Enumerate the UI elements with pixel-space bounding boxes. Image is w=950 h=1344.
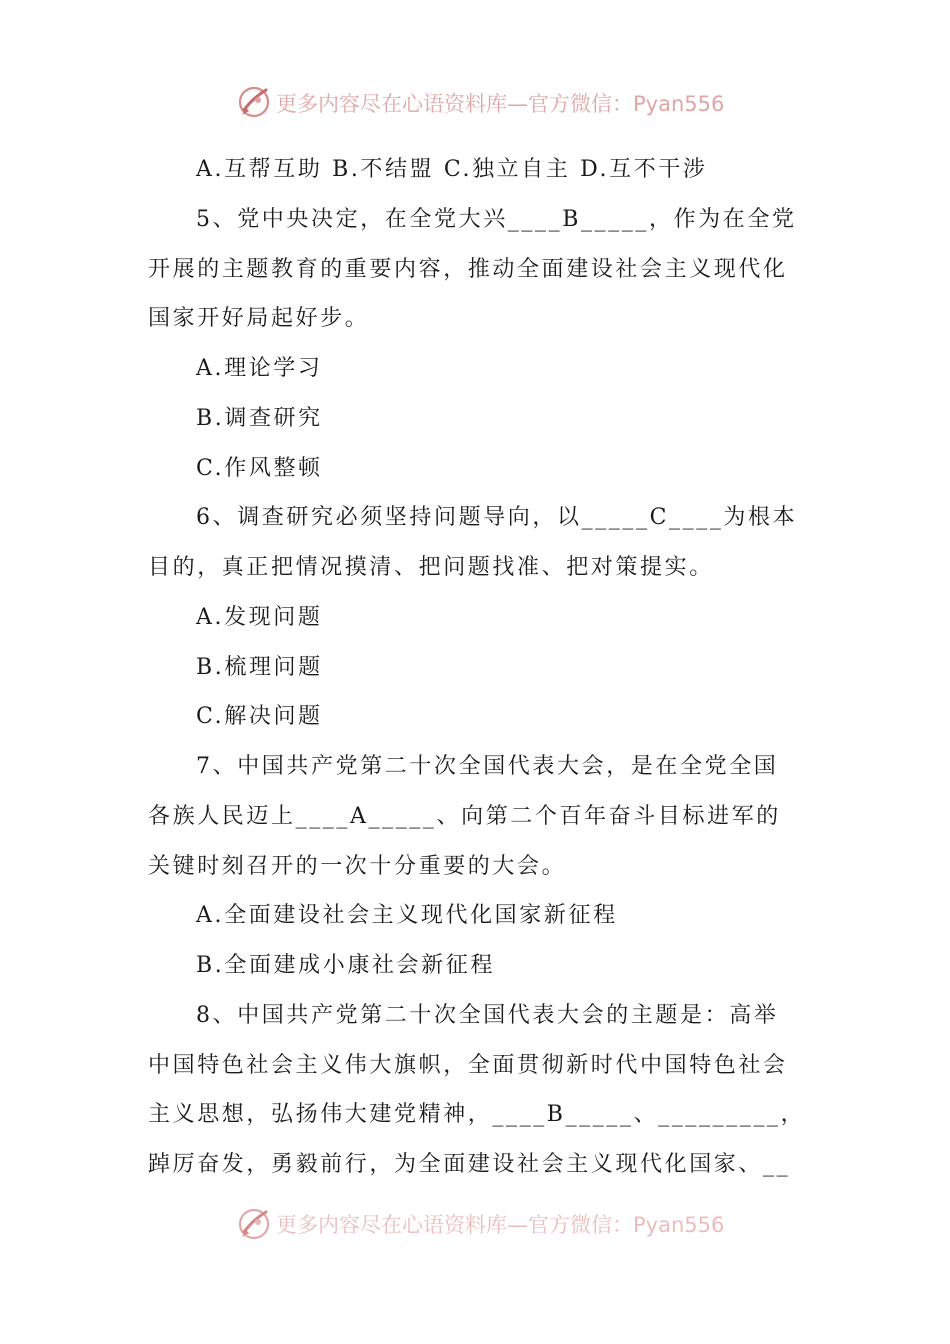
text-line: A.互帮互助 B.不结盟 C.独立自主 D.互不干涉 — [196, 157, 708, 182]
question-5: 5、党中央决定，在全党大兴____B_____，作为在全党 — [196, 206, 797, 232]
text-line: 踔厉奋发，勇毅前行，为全面建设社会主义现代化国家、__ — [148, 1152, 791, 1177]
text-line: 开展的主题教育的重要内容，推动全面建设社会主义现代化 — [148, 256, 788, 282]
watermark-text: 更多内容尽在心语资料库—官方微信：Pyan556 — [276, 92, 725, 116]
watermark-footer — [0, 1200, 950, 1240]
question-8: 8、中国共产党第二十次全国代表大会的主题是：高举 — [196, 1002, 779, 1028]
watermark-text: 更多内容尽在心语资料库—官方微信：Pyan556 — [276, 1213, 725, 1237]
text-line: 目的，真正把情况摸清、把问题找准、把对策提实。 — [148, 555, 714, 580]
question-6: 6、调查研究必须坚持问题导向，以_____C____为根本 — [196, 505, 798, 531]
text-line: 关键时刻召开的一次十分重要的大会。 — [148, 853, 567, 879]
option-a: A.发现问题 — [196, 604, 323, 630]
option-a: A.全面建设社会主义现代化国家新征程 — [196, 903, 618, 929]
pen-circle-logo-icon — [236, 84, 272, 120]
document-body — [148, 145, 810, 1190]
text-line: 国家开好局起好步。 — [148, 306, 370, 332]
text-line: 主义思想，弘扬伟大建党精神，____B_____、_________， — [148, 1102, 806, 1128]
pen-circle-logo-icon — [236, 1206, 272, 1240]
watermark-header — [0, 80, 950, 124]
option-b: B.全面建成小康社会新征程 — [196, 953, 495, 978]
text-line: 中国特色社会主义伟大旗帜，全面贯彻新时代中国特色社会 — [148, 1052, 788, 1078]
question-7: 7、中国共产党第二十次全国代表大会，是在全党全国 — [196, 754, 779, 779]
option-a: A.理论学习 — [196, 356, 323, 381]
text-line: 各族人民迈上____A_____、向第二个百年奋斗目标进军的 — [148, 803, 781, 829]
option-b: B.梳理问题 — [196, 654, 323, 680]
option-b: B.调查研究 — [196, 405, 323, 431]
option-c: C.解决问题 — [196, 704, 323, 730]
option-c: C.作风整顿 — [196, 455, 323, 481]
